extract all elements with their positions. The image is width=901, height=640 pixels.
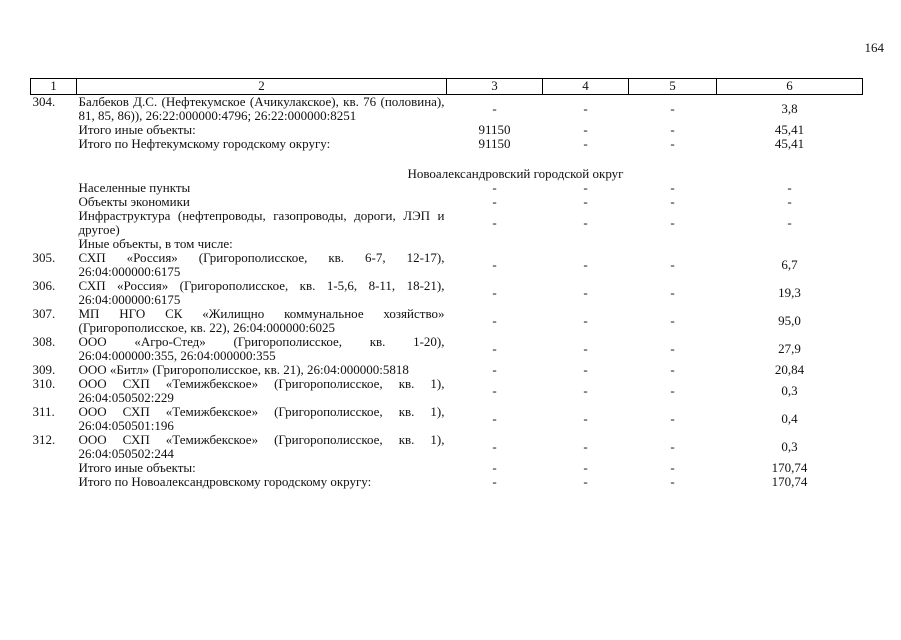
total-row xyxy=(31,137,863,151)
cell-col-3: - xyxy=(492,101,497,116)
cell-col-3: - xyxy=(492,411,497,426)
cell-col-4: - xyxy=(583,460,588,475)
table-row xyxy=(31,251,863,279)
table-row xyxy=(31,95,863,124)
header-col-1: 1 xyxy=(31,79,77,95)
table-row xyxy=(31,377,863,405)
section-heading-row xyxy=(31,167,863,181)
cell-col-3: - xyxy=(492,474,497,489)
row-number: 305. xyxy=(32,250,56,265)
cell-col-6: 3,8 xyxy=(781,101,798,116)
header-col-6: 6 xyxy=(717,79,863,95)
cell-col-6: 45,41 xyxy=(774,136,805,151)
cell-col-4: - xyxy=(583,383,588,398)
cell-col-4: - xyxy=(583,122,588,137)
table-row xyxy=(31,335,863,363)
row-description: ООО «Агро-Стед» (Григорополисское, кв. 1-20), 26:04:000000:355, 26:04:000000:355 xyxy=(78,334,445,363)
row-description: СХП «Россия» (Григорополисское, кв. 1-5,6, 8-11, 18-21), 26:04:000000:6175 xyxy=(78,278,445,307)
cell-col-6: 170,74 xyxy=(771,460,808,475)
cell-col-5: - xyxy=(670,383,675,398)
cell-col-6: 0,4 xyxy=(781,411,798,426)
total-row xyxy=(31,475,863,489)
row-description: ООО «Битл» (Григорополисское, кв. 21), 26:04:000000:5818 xyxy=(78,362,409,377)
category-label: Объекты экономики xyxy=(78,194,190,209)
subtotal-row xyxy=(31,123,863,137)
row-description: ООО СХП «Темижбекское» (Григорополисское, кв. 1), 26:04:050501:196 xyxy=(78,404,445,433)
cell-col-3: - xyxy=(492,194,497,209)
cell-col-6: 45,41 xyxy=(774,122,805,137)
cell-col-3: - xyxy=(492,257,497,272)
cell-col-3: - xyxy=(492,180,497,195)
cell-col-4: - xyxy=(583,180,588,195)
cell-col-5: - xyxy=(670,122,675,137)
cell-col-4: - xyxy=(583,341,588,356)
row-number: 309. xyxy=(32,362,56,377)
cell-col-4: - xyxy=(583,362,588,377)
cell-col-3: - xyxy=(492,362,497,377)
cell-col-4: - xyxy=(583,285,588,300)
category-row xyxy=(31,209,863,237)
category-label: Иные объекты, в том числе: xyxy=(78,236,233,251)
row-description: МП НГО СК «Жилищно коммунальное хозяйство» (Григорополисское, кв. 22), 26:04:000000:6025 xyxy=(78,306,445,335)
cell-col-5: - xyxy=(670,215,675,230)
cell-col-4: - xyxy=(583,194,588,209)
row-description: ООО СХП «Темижбекское» (Григорополисское, кв. 1), 26:04:050502:244 xyxy=(78,432,445,461)
header-col-2: 2 xyxy=(77,79,447,95)
cell-col-5: - xyxy=(670,180,675,195)
cell-col-6: 6,7 xyxy=(781,257,798,272)
row-description: ООО СХП «Темижбекское» (Григорополисское, кв. 1), 26:04:050502:229 xyxy=(78,376,445,405)
total-label: Итого по Нефтекумскому городскому округу: xyxy=(78,136,331,151)
cell-col-4: - xyxy=(583,136,588,151)
cell-col-5: - xyxy=(670,439,675,454)
row-description: Балбеков Д.С. (Нефтекумское (Ачикулакское), кв. 76 (половина), 81, 85, 86)), 26:22:000000:4796; 26:22:000000:8251 xyxy=(78,94,445,123)
cell-col-3: - xyxy=(492,460,497,475)
category-row xyxy=(31,195,863,209)
category-row xyxy=(31,181,863,195)
column-number-header xyxy=(31,79,863,95)
table-row xyxy=(31,363,863,377)
cell-col-5: - xyxy=(670,194,675,209)
cell-col-5: - xyxy=(670,257,675,272)
land-objects-table xyxy=(30,78,863,489)
table-row xyxy=(31,433,863,461)
cell-col-6: 0,3 xyxy=(781,439,798,454)
cell-col-6: 20,84 xyxy=(774,362,805,377)
cell-col-5: - xyxy=(670,341,675,356)
row-description: СХП «Россия» (Григорополисское, кв. 6-7, 12-17), 26:04:000000:6175 xyxy=(78,250,445,279)
header-col-4: 4 xyxy=(543,79,629,95)
subtotal-label: Итого иные объекты: xyxy=(78,122,196,137)
category-label: Инфраструктура (нефтепроводы, газопроводы, дороги, ЛЭП и другое) xyxy=(78,208,445,237)
header-col-3: 3 xyxy=(447,79,543,95)
row-number: 306. xyxy=(32,278,56,293)
page-number: 164 xyxy=(864,40,884,55)
category-label: Населенные пункты xyxy=(78,180,191,195)
cell-col-4: - xyxy=(583,215,588,230)
cell-col-6: - xyxy=(787,215,792,230)
row-number: 307. xyxy=(32,306,56,321)
cell-col-6: 0,3 xyxy=(781,383,798,398)
cell-col-3: - xyxy=(492,341,497,356)
total-label: Итого по Новоалександровскому городскому округу: xyxy=(78,474,372,489)
entry-rows xyxy=(31,251,863,461)
row-number: 310. xyxy=(32,376,56,391)
cell-col-6: 170,74 xyxy=(771,474,808,489)
cell-col-4: - xyxy=(583,474,588,489)
table-row xyxy=(31,405,863,433)
table-row xyxy=(31,279,863,307)
cell-col-5: - xyxy=(670,136,675,151)
cell-col-5: - xyxy=(670,285,675,300)
cell-col-6: - xyxy=(787,180,792,195)
cell-col-3: - xyxy=(492,383,497,398)
cell-col-6: - xyxy=(787,194,792,209)
cell-col-6: 19,3 xyxy=(778,285,801,300)
cell-col-3: - xyxy=(492,439,497,454)
cell-col-3: 91150 xyxy=(478,122,511,137)
cell-col-4: - xyxy=(583,101,588,116)
cell-col-6: 95,0 xyxy=(778,313,801,328)
cell-col-3: - xyxy=(492,313,497,328)
cell-col-3: - xyxy=(492,285,497,300)
subtotal-label: Итого иные объекты: xyxy=(78,460,196,475)
section-title: Новоалександровский городской округ xyxy=(407,166,624,181)
cell-col-5: - xyxy=(670,313,675,328)
cell-col-4: - xyxy=(583,257,588,272)
cell-col-5: - xyxy=(670,474,675,489)
row-number: 308. xyxy=(32,334,56,349)
header-col-5: 5 xyxy=(629,79,717,95)
cell-col-5: - xyxy=(670,411,675,426)
row-number: 311. xyxy=(32,404,55,419)
category-row xyxy=(31,237,863,251)
cell-col-4: - xyxy=(583,411,588,426)
cell-col-4: - xyxy=(583,439,588,454)
cell-col-6: 27,9 xyxy=(778,341,801,356)
row-number: 304. xyxy=(32,94,56,109)
table-row xyxy=(31,307,863,335)
cell-col-3: - xyxy=(492,215,497,230)
cell-col-4: - xyxy=(583,313,588,328)
cell-col-5: - xyxy=(670,362,675,377)
cell-col-5: - xyxy=(670,460,675,475)
cell-col-5: - xyxy=(670,101,675,116)
cell-col-3: 91150 xyxy=(478,136,511,151)
row-number: 312. xyxy=(32,432,56,447)
subtotal-row xyxy=(31,461,863,475)
